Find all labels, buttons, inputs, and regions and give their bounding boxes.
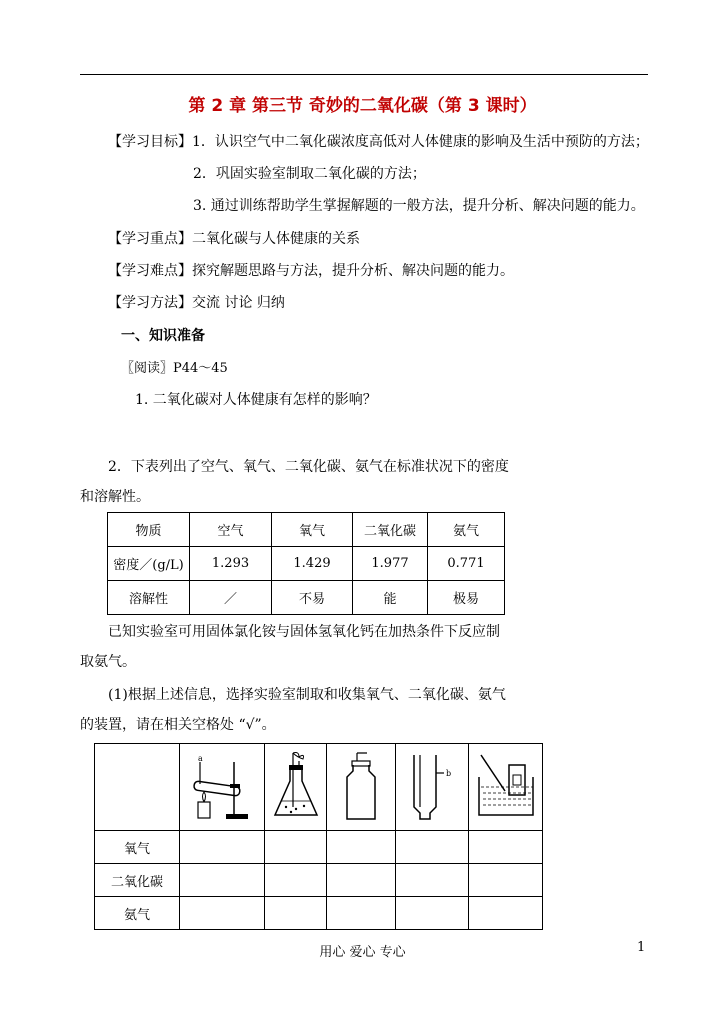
- answer-cell[interactable]: [265, 831, 327, 864]
- reading-ref: 〖阅读〗P44～45: [121, 361, 228, 376]
- apparatus-flask-cell: [265, 744, 327, 831]
- apparatus-label: b: [446, 769, 452, 778]
- table-cell: 溶解性: [108, 581, 190, 615]
- table-row: [108, 513, 505, 547]
- question-2-line-2: 和溶解性。: [80, 489, 150, 505]
- key-point-line: [108, 228, 360, 248]
- inverted-bottle-icon: [404, 751, 460, 823]
- table-cell: 1.977: [353, 547, 428, 581]
- apparatus-trough-cell: [469, 744, 543, 831]
- methods-label: 【学习方法】: [108, 295, 192, 311]
- answer-cell[interactable]: [180, 897, 265, 930]
- table-cell: ／: [190, 581, 272, 615]
- question-1: 1. 二氧化碳对人体健康有怎样的影响？: [135, 392, 377, 408]
- table-row: [95, 744, 543, 831]
- key-point-text: 二氧化碳与人体健康的关系: [192, 231, 360, 247]
- table-row: [108, 547, 505, 581]
- difficulty-line: [108, 260, 514, 280]
- table-cell: 不易: [272, 581, 353, 615]
- objective-item: 1．认识空气中二氧化碳浓度高低对人体健康的影响及生活中预防的方法；: [192, 134, 649, 150]
- table-header-cell: 氨气: [428, 513, 505, 547]
- answer-cell[interactable]: [327, 864, 396, 897]
- methods-text: 交流 讨论 归纳: [192, 295, 285, 311]
- table-header-cell: 物质: [108, 513, 190, 547]
- answer-cell[interactable]: [396, 897, 469, 930]
- answer-cell[interactable]: [396, 831, 469, 864]
- heating-apparatus-icon: [190, 752, 254, 822]
- answer-cell[interactable]: [327, 897, 396, 930]
- methods-line: [108, 292, 285, 312]
- table-row: [95, 831, 543, 864]
- table-row-label: 氧气: [95, 831, 180, 864]
- table-header-cell: 氧气: [272, 513, 353, 547]
- paragraph-line-2: 取氨气。: [80, 654, 136, 670]
- section-heading: 一、知识准备: [121, 328, 205, 344]
- flask-apparatus-icon: [271, 751, 321, 823]
- answer-cell[interactable]: [265, 897, 327, 930]
- table-header-cell: 二氧化碳: [353, 513, 428, 547]
- paragraph-line-1: 已知实验室可用固体氯化铵与固体氢氧化钙在加热条件下反应制: [108, 624, 500, 640]
- apparatus-table: [94, 743, 543, 930]
- page-number: 1: [637, 940, 646, 955]
- page-footer: 用心 爱心 专心: [319, 945, 406, 960]
- water-trough-icon: [475, 751, 537, 823]
- answer-cell[interactable]: [469, 897, 543, 930]
- objectives-label: 【学习目标】: [108, 134, 192, 150]
- question-2-line-1: 2．下表列出了空气、氧气、二氧化碳、氨气在标准状况下的密度: [108, 459, 509, 475]
- table-cell: 极易: [428, 581, 505, 615]
- table-row: [95, 864, 543, 897]
- table-header-cell: 空气: [190, 513, 272, 547]
- apparatus-inverted-cell: [396, 744, 469, 831]
- answer-cell[interactable]: [327, 831, 396, 864]
- table-row-label: 氨气: [95, 897, 180, 930]
- answer-cell[interactable]: [180, 864, 265, 897]
- objectives-line-1: [108, 131, 649, 151]
- answer-cell[interactable]: [396, 864, 469, 897]
- table-cell: 密度／(g/L): [108, 547, 190, 581]
- table-cell: 1.293: [190, 547, 272, 581]
- difficulty-text: 探究解题思路与方法，提升分析、解决问题的能力。: [192, 263, 514, 279]
- difficulty-label: 【学习难点】: [108, 263, 192, 279]
- answer-cell[interactable]: [469, 831, 543, 864]
- answer-cell[interactable]: [469, 864, 543, 897]
- subquestion-line-1: (1)根据上述信息，选择实验室制取和收集氧气、二氧化碳、氨气: [108, 687, 506, 703]
- table-cell: 能: [353, 581, 428, 615]
- objective-item: 2．巩固实验室制取二氧化碳的方法；: [193, 166, 426, 182]
- objective-item: 3. 通过训练帮助学生掌握解题的一般方法，提升分析、解决问题的能力。: [193, 198, 645, 214]
- apparatus-heating-cell: [180, 744, 265, 831]
- apparatus-label: a: [198, 754, 203, 763]
- header-rule: [80, 74, 648, 75]
- answer-cell[interactable]: [180, 831, 265, 864]
- properties-table: [107, 512, 505, 615]
- table-row: [108, 581, 505, 615]
- table-cell: 1.429: [272, 547, 353, 581]
- subquestion-line-2: 的装置，请在相关空格处 “√”。: [80, 717, 276, 733]
- answer-cell[interactable]: [265, 864, 327, 897]
- table-row-label: 二氧化碳: [95, 864, 180, 897]
- table-cell: 0.771: [428, 547, 505, 581]
- gas-jar-icon: [341, 751, 381, 823]
- apparatus-jar-cell: [327, 744, 396, 831]
- table-row: [95, 897, 543, 930]
- table-cell: [95, 744, 180, 831]
- key-point-label: 【学习重点】: [108, 231, 192, 247]
- page-title: 第 2 章 第三节 奇妙的二氧化碳（第 3 课时）: [188, 96, 537, 116]
